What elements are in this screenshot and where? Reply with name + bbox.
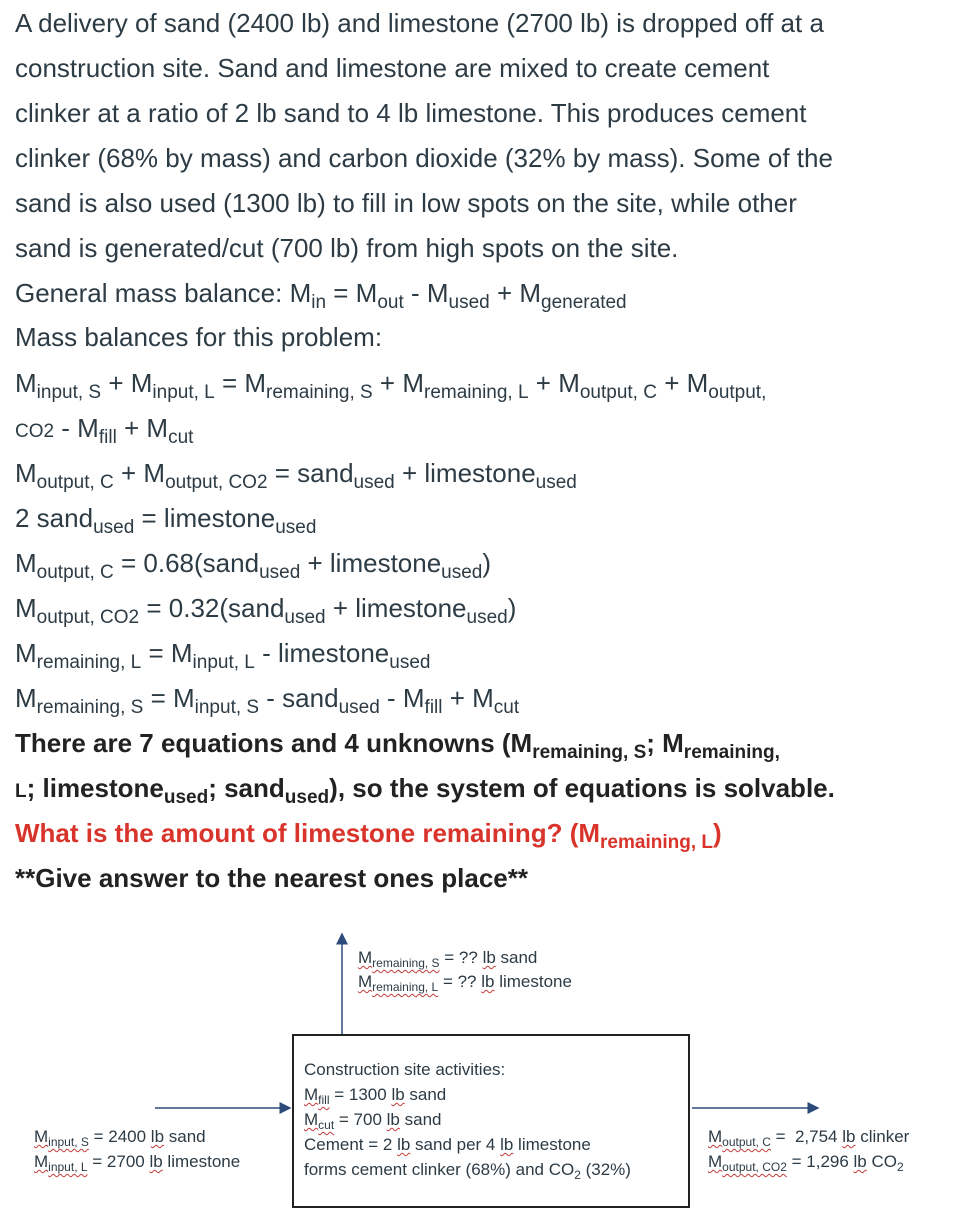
equation-1-cont: $CO2 - M_{fill} + M_{cut}$ (15, 413, 194, 448)
box-fill-line: $M_{fill} = 1300$ lb sand (304, 1085, 447, 1107)
problem-line: sand is generated/cut (700 lb) from high spots on the site. (15, 233, 679, 263)
input-sand-label: $M_{input, S} = 2400$ lb sand (34, 1127, 206, 1149)
equations-summary: There are 7 equations and 4 unknowns ($M_{remaining, S}$; $M_{remaining,}$ (15, 728, 780, 763)
general-mass-balance: General mass balance: $M_{in} = M_{out} - M_{used} + M_{generated}$ (15, 278, 627, 313)
problem-line: construction site. Sand and limestone are mixed to create cement (15, 53, 770, 83)
output-clinker-label: $M_{output, C} = 2,754$ lb clinker (708, 1127, 910, 1149)
mass-balances-label: Mass balances for this problem: (15, 322, 383, 352)
equation-3: 2 sand$_{used}$ = limestone$_{used}$ (15, 503, 317, 538)
output-co2-label: $M_{output, CO2} = 1,296$ lb $CO_2$ (708, 1152, 904, 1174)
equation-5: $M_{output, CO2}$ = 0.32(sand$_{used}$ + limestone$_{used}$) (15, 593, 517, 628)
box-title: Construction site activities: (304, 1060, 506, 1079)
box-cement-line: Cement = 2 lb sand per 4 lb limestone (304, 1135, 591, 1154)
remaining-sand-label: $M_{remaining, S}$ = ?? lb sand (358, 948, 538, 970)
problem-line: A delivery of sand (2400 lb) and limestone (2700 lb) is dropped off at a (15, 8, 824, 38)
equation-2: $M_{output, C} + M_{output, CO2}$ = sand$_{used}$ + limestone$_{used}$ (15, 458, 577, 493)
equation-4: $M_{output, C}$ = 0.68(sand$_{used}$ + limestone$_{used}$) (15, 548, 492, 583)
problem-line: clinker (68% by mass) and carbon dioxide (32% by mass). Some of the (15, 143, 833, 173)
box-cut-line: $M_{cut} = 700$ lb sand (304, 1110, 442, 1132)
equation-7: $M_{remaining, S} = M_{input, S}$ - sand$_{used}$ - $M_{fill} + M_{cut}$ (15, 683, 520, 718)
instruction: **Give answer to the nearest ones place** (15, 863, 528, 893)
equations-summary-cont: L; limestone$_{used}$; sand$_{used}$), so the system of equations is solvable. (15, 773, 835, 808)
equation-1: $M_{input, S} + M_{input, L} = M_{remaining, S} + M_{remaining, L} + M_{output, C} + M_{output,}$ (15, 368, 767, 403)
problem-line: sand is also used (1300 lb) to fill in low spots on the site, while other (15, 188, 797, 218)
box-clinker-line: forms cement clinker (68%) and $CO_2$ (32%) (304, 1160, 631, 1182)
equation-6: $M_{remaining, L} = M_{input, L}$ - limestone$_{used}$ (15, 638, 431, 673)
input-limestone-label: $M_{input, L} = 2700$ lb limestone (34, 1152, 241, 1174)
problem-line: clinker at a ratio of 2 lb sand to 4 lb limestone. This produces cement (15, 98, 807, 128)
remaining-limestone-label: $M_{remaining, L}$ = ?? lb limestone (358, 972, 572, 994)
question: What is the amount of limestone remaining? $(M_{remaining, L})$ (15, 818, 722, 853)
